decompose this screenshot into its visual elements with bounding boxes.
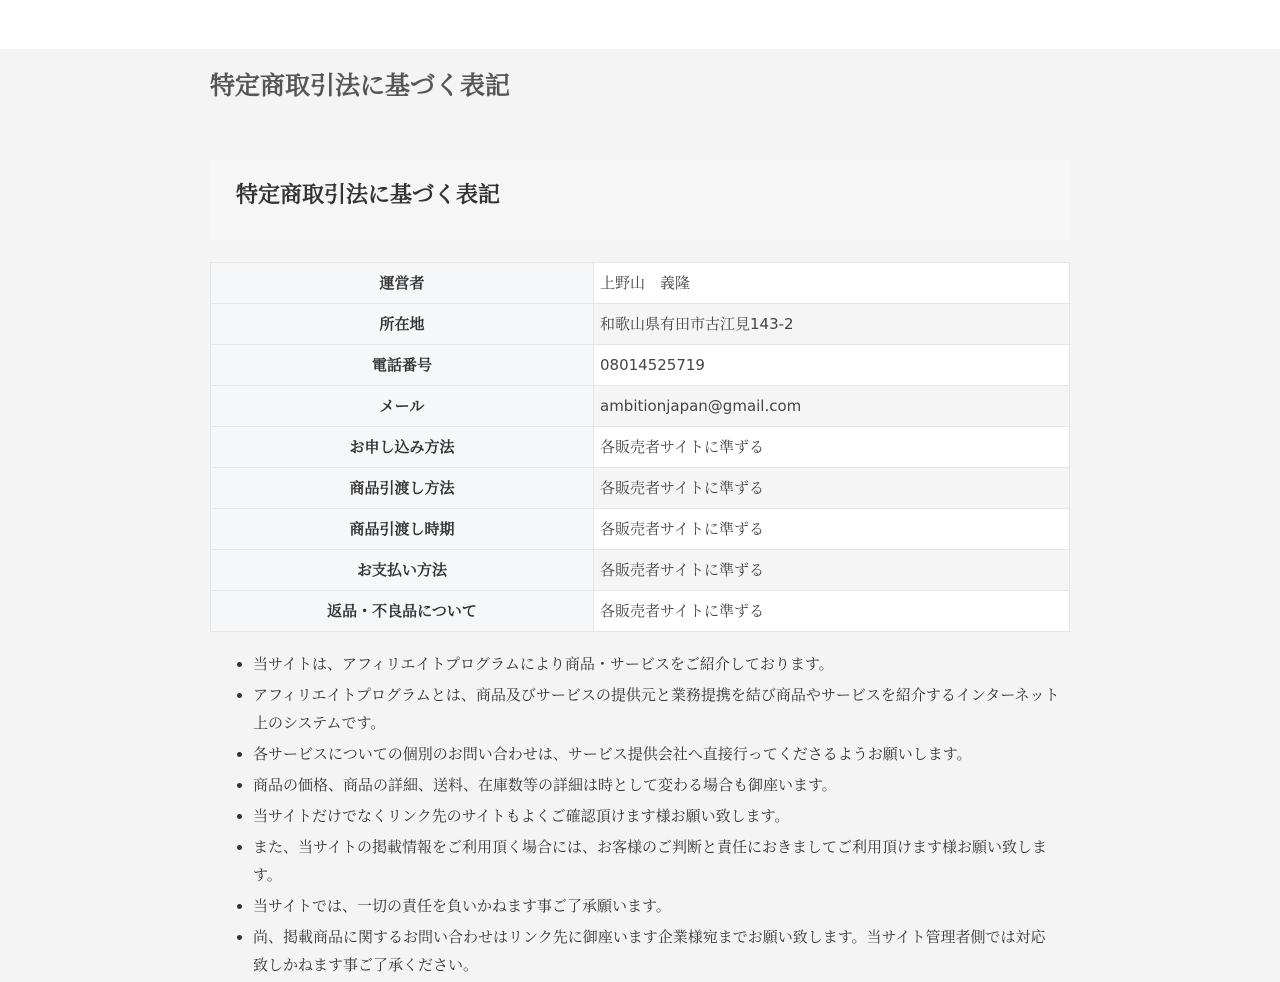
table-row — [211, 304, 1070, 345]
row-value-email: ambitionjapan@gmail.com — [594, 386, 1070, 427]
section-heading-box — [210, 160, 1070, 240]
row-value-address: 和歌山県有田市古江見143-2 — [594, 304, 1070, 345]
row-label-returns: 返品・不良品について — [211, 591, 594, 632]
list-item: • 商品の価格、商品の詳細、送料、在庫数等の詳細は時として変わる場合も御座います。 — [253, 771, 1070, 799]
page-title: 特定商取引法に基づく表記 — [210, 71, 511, 100]
section-heading: 特定商取引法に基づく表記 — [236, 183, 501, 208]
row-value-delivery-method: 各販売者サイトに準ずる — [594, 468, 1070, 509]
commerce-info-table — [210, 262, 1070, 632]
main-content — [210, 160, 1070, 982]
list-item: • 尚、掲載商品に関するお問い合わせはリンク先に御座います企業様宛までお願い致します。当サイト管理者側では対応致しかねます事ご了承ください。 — [253, 923, 1070, 979]
row-value-operator: 上野山 義隆 — [594, 263, 1070, 304]
table-row — [211, 263, 1070, 304]
row-label-delivery-method: 商品引渡し方法 — [211, 468, 594, 509]
row-value-payment: 各販売者サイトに準ずる — [594, 550, 1070, 591]
disclaimer-list — [210, 650, 1070, 979]
row-label-payment: お支払い方法 — [211, 550, 594, 591]
list-item: • 当サイトでは、一切の責任を負いかねます事ご了承願います。 — [253, 892, 1070, 920]
row-label-address: 所在地 — [211, 304, 594, 345]
table-row — [211, 550, 1070, 591]
row-value-phone: 08014525719 — [594, 345, 1070, 386]
list-item: • 当サイトは、アフィリエイトプログラムにより商品・サービスをご紹介しております。 — [253, 650, 1070, 678]
list-item: • また、当サイトの掲載情報をご利用頂く場合には、お客様のご判断と責任におきましてご利用頂けます様お願い致します。 — [253, 833, 1070, 889]
row-label-email: メール — [211, 386, 594, 427]
table-row — [211, 386, 1070, 427]
row-label-phone: 電話番号 — [211, 345, 594, 386]
row-label-operator: 運営者 — [211, 263, 594, 304]
table-row — [211, 468, 1070, 509]
top-header-bar — [0, 0, 1280, 49]
row-value-order-method: 各販売者サイトに準ずる — [594, 427, 1070, 468]
table-row — [211, 427, 1070, 468]
table-row — [211, 509, 1070, 550]
table-row — [211, 345, 1070, 386]
list-item: • 当サイトだけでなくリンク先のサイトもよくご確認頂けます様お願い致します。 — [253, 802, 1070, 830]
list-item: • 各サービスについての個別のお問い合わせは、サービス提供会社へ直接行ってくださるようお願いします。 — [253, 740, 1070, 768]
row-label-delivery-time: 商品引渡し時期 — [211, 509, 594, 550]
row-label-order-method: お申し込み方法 — [211, 427, 594, 468]
row-value-returns: 各販売者サイトに準ずる — [594, 591, 1070, 632]
row-value-delivery-time: 各販売者サイトに準ずる — [594, 509, 1070, 550]
table-row — [211, 591, 1070, 632]
list-item: • アフィリエイトプログラムとは、商品及びサービスの提供元と業務提携を結び商品やサービスを紹介するインターネット上のシステムです。 — [253, 681, 1070, 737]
